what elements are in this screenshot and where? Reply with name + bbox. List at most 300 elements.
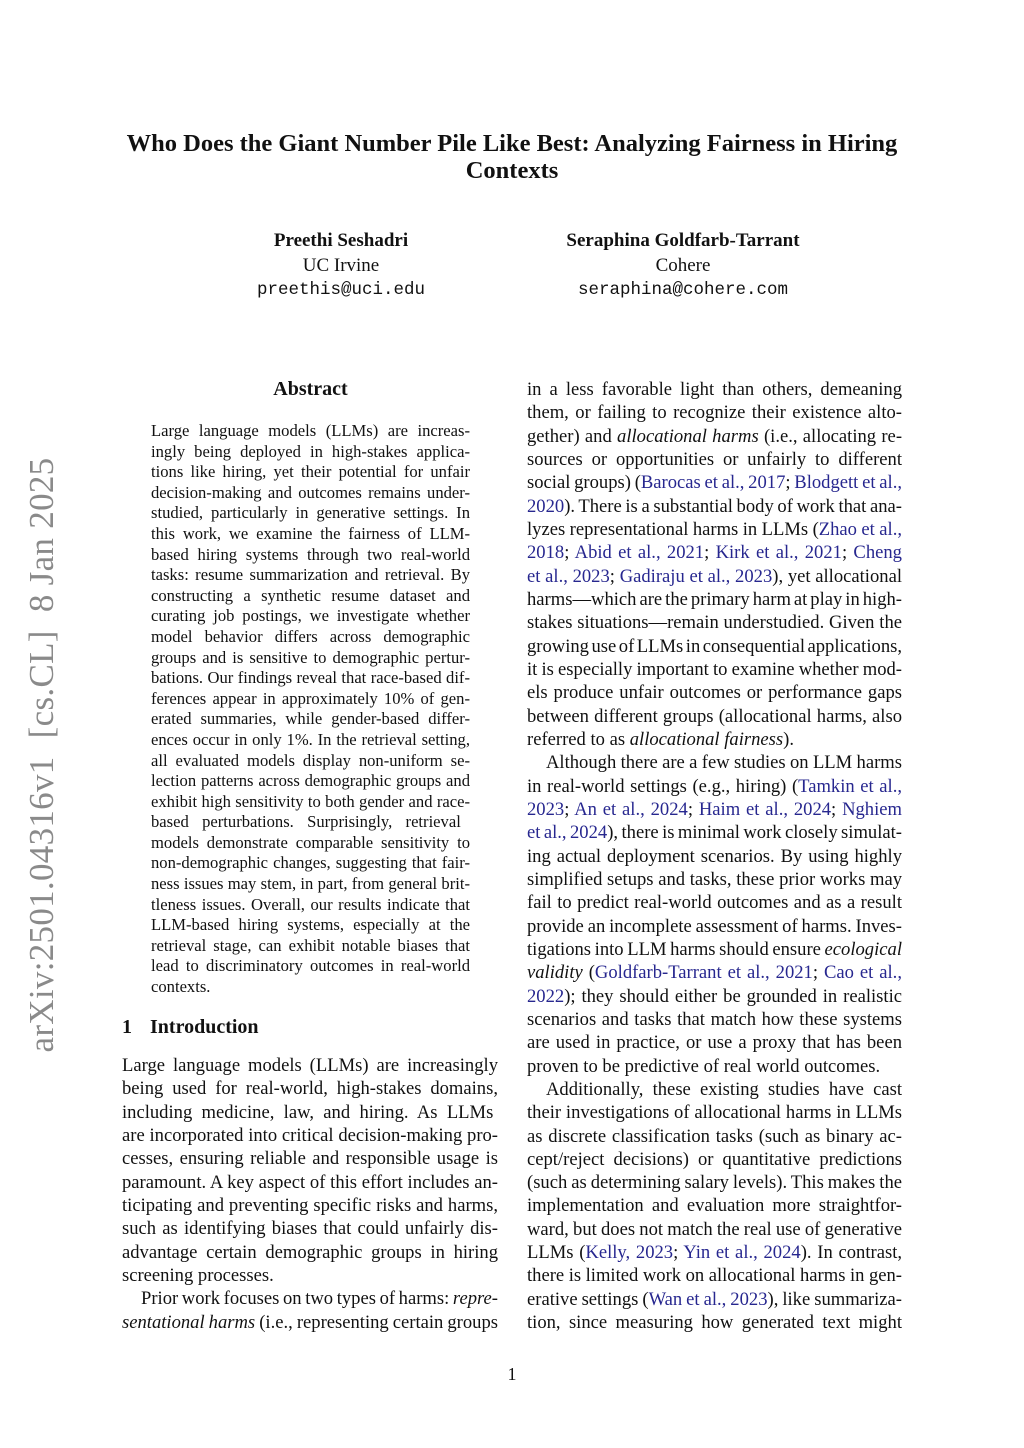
text-segment: there is limited work on allocational harms in gen- <box>527 1265 902 1287</box>
text-segment: ferences appear in approximately 10% of gen- <box>151 688 470 708</box>
section-number: 1 <box>122 1016 132 1038</box>
text-line-content <box>151 730 470 751</box>
emphasis-text: ecological <box>824 938 902 960</box>
text-segment: ; <box>564 542 575 564</box>
text-segment: Additionally, these existing studies have cast <box>546 1078 902 1100</box>
text-line-content <box>527 495 902 518</box>
text-segment: contexts. <box>151 977 211 997</box>
text-segment: advantage certain demographic groups in hiring <box>122 1241 498 1263</box>
citation-link[interactable]: Abid et al., 2021 <box>574 542 705 564</box>
text-line-content <box>122 1054 498 1077</box>
text-segment: ; <box>704 542 716 564</box>
text-line-content <box>151 751 470 772</box>
citation-link[interactable]: Nghiem <box>842 798 902 820</box>
text-segment: model behavior differs across demographic <box>151 626 470 646</box>
text-segment: ), like summariza- <box>767 1288 902 1310</box>
text-segment: Prior work focuses on two types of harms: <box>141 1288 453 1310</box>
text-line <box>151 421 470 442</box>
citation-link[interactable]: Goldfarb-Tarrant et al., 2021 <box>594 962 813 984</box>
text-segment: ). <box>783 728 794 750</box>
text-line-content <box>527 378 902 401</box>
text-line-content <box>151 771 470 792</box>
text-line <box>527 1148 902 1171</box>
text-line <box>151 524 470 545</box>
title-line: Contexts <box>465 157 559 184</box>
text-line <box>527 798 902 821</box>
text-line <box>151 586 470 607</box>
text-line-content <box>527 471 902 494</box>
text-line-content <box>527 635 902 658</box>
text-segment: retrieval stage, can exhibit notable biases that <box>151 935 470 955</box>
text-line-content <box>527 448 902 471</box>
text-line-content <box>527 1008 902 1031</box>
text-segment: lead to discriminatory outcomes in real-world <box>151 956 470 976</box>
text-line <box>151 565 470 586</box>
text-segment: scenarios and tasks that match how these systems <box>527 1008 902 1030</box>
citation-link[interactable]: Yin et al., 2024 <box>683 1242 801 1264</box>
text-segment: ward, but does not match the real use of generative <box>527 1218 902 1240</box>
text-segment: erated summaries, while gender-based differ- <box>151 709 470 729</box>
text-line-content <box>546 1078 902 1101</box>
text-line-content <box>151 483 470 504</box>
text-segment: ; <box>831 798 843 820</box>
text-line-content <box>527 775 902 798</box>
text-line-content <box>527 798 902 821</box>
text-line-content <box>527 1218 902 1241</box>
emphasis-text: validity <box>527 962 583 984</box>
text-line-content <box>151 833 470 854</box>
text-segment: lyzes representational harms in LLMs ( <box>527 518 819 540</box>
text-line-content <box>527 518 902 541</box>
text-segment: tion, since measuring how generated text might <box>527 1312 902 1334</box>
text-line <box>151 812 470 833</box>
text-line-content <box>527 565 902 588</box>
text-line-content <box>122 1147 498 1170</box>
text-segment: ingly being deployed in high-stakes applica- <box>151 441 470 461</box>
text-line-content <box>151 503 470 524</box>
text-segment: ing actual deployment scenarios. By using highly <box>527 845 902 867</box>
text-line <box>527 1101 902 1124</box>
section-title: Introduction <box>150 1016 259 1038</box>
text-segment: curating job postings, we investigate whether <box>151 606 470 626</box>
author-name: Preethi Seshadri <box>273 230 409 251</box>
text-line <box>122 1171 498 1194</box>
text-segment: bations. Our findings reveal that race-based dif- <box>151 668 470 688</box>
text-line <box>527 401 902 424</box>
text-segment: social groups) ( <box>527 472 641 494</box>
text-line <box>527 868 902 891</box>
text-line <box>151 689 470 710</box>
text-line <box>151 874 470 895</box>
text-segment: non-demographic changes, suggesting that fair- <box>151 853 470 873</box>
text-segment: sources or opportunities or unfairly to different <box>527 448 902 470</box>
text-line <box>151 833 470 854</box>
text-line-content <box>122 1241 498 1264</box>
text-line <box>527 915 902 938</box>
text-line-content <box>151 462 470 483</box>
text-line-content <box>527 1031 902 1054</box>
text-segment: groups and is sensitive to demographic pertur- <box>151 647 470 667</box>
text-line <box>527 1055 902 1078</box>
text-segment: ; <box>673 1242 684 1264</box>
text-segment: exhibit high sensitivity to both gender and race- <box>151 791 470 811</box>
text-line <box>527 681 902 704</box>
text-line <box>527 845 902 868</box>
text-line-content <box>527 891 902 914</box>
text-line <box>527 588 902 611</box>
text-segment: ; <box>812 962 824 984</box>
text-line-content <box>122 1171 498 1194</box>
citation-link[interactable]: Zhao et al., <box>818 518 902 540</box>
text-line <box>151 483 470 504</box>
text-line <box>527 425 902 448</box>
text-line <box>527 378 902 401</box>
text-line-content <box>151 689 470 710</box>
text-segment: based perturbations. Surprisingly, retrieval <box>151 812 461 832</box>
text-line-content <box>151 853 470 874</box>
text-line <box>527 821 902 844</box>
text-line-content <box>151 668 470 689</box>
text-line-content <box>527 938 902 961</box>
text-line <box>122 1241 498 1264</box>
text-segment: stakes situations—remain understudied. Given the <box>527 612 902 634</box>
text-line <box>151 648 470 669</box>
text-segment: fail to predict real-world outcomes and as a result <box>527 892 902 914</box>
text-segment: ( <box>582 962 595 984</box>
text-segment: simplified setups and tasks, these prior works may <box>527 868 902 890</box>
text-segment: tasks: resume summarization and retrieval. By <box>151 565 470 585</box>
text-segment: tleness issues. Overall, our results indicate that <box>151 894 470 914</box>
text-segment: ; <box>687 798 699 820</box>
citation-link[interactable]: Kirk et al., 2021 <box>715 542 842 564</box>
text-line-content <box>527 1241 902 1264</box>
text-line-content <box>527 658 902 681</box>
text-segment: (i.e., representing certain groups <box>255 1311 499 1333</box>
text-line <box>122 1077 498 1100</box>
text-line <box>151 627 470 648</box>
emphasis-text: repre- <box>452 1288 498 1310</box>
text-line-content <box>527 961 902 984</box>
text-line <box>527 448 902 471</box>
text-segment: erative settings ( <box>527 1288 649 1310</box>
text-line-content <box>122 1194 498 1217</box>
text-line-content <box>122 1124 498 1147</box>
text-line-content <box>122 1311 498 1334</box>
text-segment: including medicine, law, and hiring. As LLMs <box>122 1101 494 1123</box>
text-segment: ; <box>785 472 795 494</box>
text-line <box>527 705 902 728</box>
text-line <box>527 1078 902 1101</box>
text-line <box>151 606 470 627</box>
text-line-content <box>122 1264 274 1287</box>
citation-link[interactable]: Gadiraju et al., 2023 <box>619 565 773 587</box>
text-segment: Although there are a few studies on LLM harms <box>546 752 902 774</box>
author-email[interactable]: preethis@uci.edu <box>256 280 426 300</box>
citation-link[interactable]: et al., 2024 <box>527 822 608 844</box>
citation-link[interactable]: Tamkin et al., <box>798 775 902 797</box>
text-line <box>151 956 470 977</box>
text-line <box>151 853 470 874</box>
citation-link[interactable]: Wan et al., 2023 <box>648 1288 768 1310</box>
text-line-content <box>527 611 902 634</box>
text-line-content <box>151 874 470 895</box>
text-line <box>151 668 470 689</box>
text-segment: Large language models (LLMs) are increas- <box>151 421 470 440</box>
text-line <box>151 730 470 751</box>
text-segment: based hiring systems through two real-world <box>151 544 470 564</box>
text-segment: growing use of LLMs in consequential applications, <box>527 635 902 657</box>
text-line <box>122 1054 498 1077</box>
text-segment: ), there is minimal work closely simulat- <box>607 822 902 844</box>
text-line-content <box>527 1055 880 1078</box>
text-line <box>151 936 470 957</box>
text-line <box>527 1125 902 1148</box>
text-line-content <box>546 751 902 774</box>
text-line <box>527 891 902 914</box>
text-line <box>151 977 470 998</box>
text-line <box>527 1171 902 1194</box>
text-segment: LLM-based hiring systems, especially at the <box>151 915 470 935</box>
text-line <box>527 658 902 681</box>
text-segment: cept/reject decisions) or quantitative predictions <box>527 1148 902 1170</box>
text-segment: in real-world settings (e.g., hiring) ( <box>527 775 799 797</box>
text-line-content <box>151 895 470 916</box>
text-segment: in a less favorable light than others, demeaning <box>527 379 902 400</box>
text-line <box>151 545 470 566</box>
text-line-content <box>527 1288 902 1311</box>
text-line <box>122 1101 498 1124</box>
text-line-content <box>151 421 470 442</box>
text-line-content <box>151 627 470 648</box>
text-line-content <box>527 401 902 424</box>
text-segment: studied, particularly in generative settings. In <box>151 503 470 523</box>
author-block <box>171 229 511 303</box>
text-segment: (i.e., allocating re- <box>758 425 903 447</box>
text-line-content <box>151 812 461 833</box>
citation-link[interactable]: et al., 2023 <box>527 565 610 587</box>
citation-link[interactable]: Blodgett et al., <box>794 472 902 494</box>
text-line-content <box>151 586 470 607</box>
text-line <box>527 565 902 588</box>
text-line-content <box>151 442 470 463</box>
text-segment: them, or failing to recognize their existence alto- <box>527 402 902 424</box>
text-line <box>527 1194 902 1217</box>
text-line <box>122 1124 498 1147</box>
citation-link[interactable]: Cheng <box>853 542 902 564</box>
text-segment: tigations into LLM harms should ensure <box>527 938 825 960</box>
text-segment: ; <box>564 798 575 820</box>
text-line-content <box>151 565 470 586</box>
text-segment: ; <box>841 542 854 564</box>
section-heading <box>122 1016 259 1039</box>
title-line: Who Does the Giant Number Pile Like Best: Analyzing Fairness in Hiring <box>126 130 898 157</box>
text-line <box>527 1031 902 1054</box>
text-line-content <box>527 1264 902 1287</box>
text-line <box>527 541 902 564</box>
text-line <box>527 1241 902 1264</box>
text-line-content <box>151 709 470 730</box>
text-line-content <box>151 792 470 813</box>
abstract-body <box>151 421 470 998</box>
text-line-content <box>122 1217 498 1240</box>
text-line-content <box>141 1287 498 1310</box>
citation-link[interactable]: 2022 <box>527 985 565 1007</box>
text-line-content <box>151 648 470 669</box>
text-line <box>151 751 470 772</box>
text-line-content <box>122 1077 498 1100</box>
text-line <box>151 709 470 730</box>
citation-link[interactable]: Barocas et al., 2017 <box>640 472 786 494</box>
text-segment: lection patterns across demographic groups and <box>151 771 470 791</box>
arxiv-stamp: arXiv:2501.04316v1 [cs.CL] 8 Jan 2025 <box>22 457 61 1053</box>
text-line <box>527 611 902 634</box>
text-segment: gether) and <box>527 425 618 447</box>
author-block <box>513 229 853 303</box>
text-segment: screening processes. <box>122 1264 274 1286</box>
text-line-content <box>527 985 902 1008</box>
text-line-content <box>527 845 902 868</box>
text-segment: ); they should either be grounded in realistic <box>564 985 902 1007</box>
text-segment: ticipating and preventing specific risks and harms, <box>122 1194 498 1216</box>
text-line-content <box>527 681 902 704</box>
page-number: 1 <box>507 1364 517 1384</box>
text-segment: tions like hiring, yet their potential for unfair <box>151 462 470 482</box>
text-line <box>527 1264 902 1287</box>
text-segment: cesses, ensuring reliable and responsible usage is <box>122 1148 498 1170</box>
text-segment: are incorporated into critical decision-making pro- <box>122 1124 498 1146</box>
text-line <box>527 495 902 518</box>
author-name: Seraphina Goldfarb-Tarrant <box>566 230 800 251</box>
text-line <box>122 1311 498 1334</box>
paper-title <box>100 130 924 184</box>
author-affiliation: Cohere <box>655 254 711 276</box>
text-segment: referred to as <box>527 728 630 750</box>
text-segment: ness issues may stem, in part, from general brit- <box>151 874 470 894</box>
text-line <box>151 442 470 463</box>
text-line-content <box>527 705 902 728</box>
text-line-content <box>151 606 470 627</box>
text-segment: models demonstrate comparable sensitivity to <box>151 832 470 852</box>
text-segment: such as identifying biases that could unfairly dis- <box>122 1218 498 1240</box>
text-segment: decision-making and outcomes remains under- <box>151 482 470 502</box>
text-line-content <box>527 1125 902 1148</box>
text-line <box>527 1218 902 1241</box>
text-line <box>527 1008 902 1031</box>
text-segment: harms—which are the primary harm at play in high- <box>527 588 902 610</box>
text-line-content <box>527 1148 902 1171</box>
text-line <box>527 1288 902 1311</box>
text-line-content <box>527 588 902 611</box>
text-segment: this work, we examine the fairness of LLM- <box>151 523 470 543</box>
text-segment: proven to be predictive of real world outcomes. <box>527 1055 881 1077</box>
text-line <box>527 985 902 1008</box>
text-line <box>151 462 470 483</box>
text-segment: LLMs ( <box>527 1242 586 1264</box>
citation-link[interactable]: An et al., 2024 <box>574 798 688 820</box>
citation-link[interactable]: Cao et al., <box>823 962 902 984</box>
citation-link[interactable]: 2018 <box>527 542 565 564</box>
text-line <box>151 915 470 936</box>
text-line <box>122 1217 498 1240</box>
text-segment: as discrete classification tasks (such as binary ac- <box>527 1125 902 1147</box>
author-affiliation: UC Irvine <box>302 254 380 276</box>
text-line-content <box>527 1101 902 1124</box>
text-line-content <box>151 524 470 545</box>
citation-link[interactable]: Haim et al., 2024 <box>698 798 832 820</box>
text-segment: are used in practice, or use a proxy that has been <box>527 1032 902 1054</box>
emphasis-text: allocational harms <box>617 425 759 447</box>
text-line <box>527 775 902 798</box>
text-segment: ). In contrast, <box>800 1242 903 1264</box>
text-line <box>122 1264 498 1287</box>
text-segment: implementation and evaluation more straightfor- <box>527 1195 902 1217</box>
text-line <box>151 792 470 813</box>
text-line-content <box>151 545 470 566</box>
emphasis-text: sentational harms <box>122 1311 256 1333</box>
text-line-content <box>527 1171 902 1194</box>
text-segment: ; <box>609 565 620 587</box>
text-segment: paramount. A key aspect of this effort includes an- <box>122 1171 498 1193</box>
text-line-content <box>527 728 794 751</box>
citation-link[interactable]: 2023 <box>527 798 565 820</box>
text-segment: it is especially important to examine whether mod- <box>527 658 902 680</box>
text-line <box>527 728 902 751</box>
text-line <box>151 503 470 524</box>
text-segment: els produce unfair outcomes or performance gaps <box>527 682 902 704</box>
text-segment: all evaluated models display non-uniform se- <box>151 750 470 770</box>
text-segment: constructing a synthetic resume dataset and <box>151 585 470 605</box>
text-line-content <box>527 541 902 564</box>
text-line <box>527 518 902 541</box>
text-segment: their investigations of allocational harms in LLMs <box>527 1102 902 1124</box>
text-segment: ), yet allocational <box>772 565 902 587</box>
left-column-body <box>122 1054 498 1334</box>
emphasis-text: allocational fairness <box>629 728 784 750</box>
text-line-content <box>151 956 470 977</box>
text-line <box>527 471 902 494</box>
text-line <box>527 938 902 961</box>
right-column-body <box>527 378 902 1334</box>
text-line <box>151 895 470 916</box>
text-segment: provide an incomplete assessment of harms. Inves- <box>527 915 902 937</box>
text-segment: Large language models (LLMs) are increasingly <box>122 1055 498 1076</box>
text-line <box>527 635 902 658</box>
text-line-content <box>151 915 470 936</box>
text-segment: between different groups (allocational harms, also <box>527 705 902 727</box>
text-line-content <box>527 915 902 938</box>
abstract-heading: Abstract <box>273 378 348 400</box>
citation-link[interactable]: Kelly, 2023 <box>585 1242 674 1264</box>
text-line-content <box>122 1101 493 1124</box>
text-line-content <box>151 936 470 957</box>
text-line-content <box>527 425 902 448</box>
text-segment: ences occur in only 1%. In the retrieval setting, <box>151 729 470 749</box>
text-segment: (such as determining salary levels). This makes the <box>527 1172 902 1194</box>
text-line <box>527 961 902 984</box>
text-line-content <box>151 977 210 998</box>
text-line-content <box>527 1194 902 1217</box>
text-line-content <box>527 868 902 891</box>
text-line <box>122 1194 498 1217</box>
citation-link[interactable]: 2020 <box>527 495 565 517</box>
text-line <box>527 1311 902 1334</box>
text-segment: being used for real-world, high-stakes domains, <box>122 1078 498 1100</box>
text-segment: ). There is a substantial body of work that ana- <box>564 495 902 517</box>
text-line <box>122 1287 498 1310</box>
text-line-content <box>527 1311 902 1334</box>
author-email[interactable]: seraphina@cohere.com <box>577 280 789 300</box>
text-line <box>122 1147 498 1170</box>
